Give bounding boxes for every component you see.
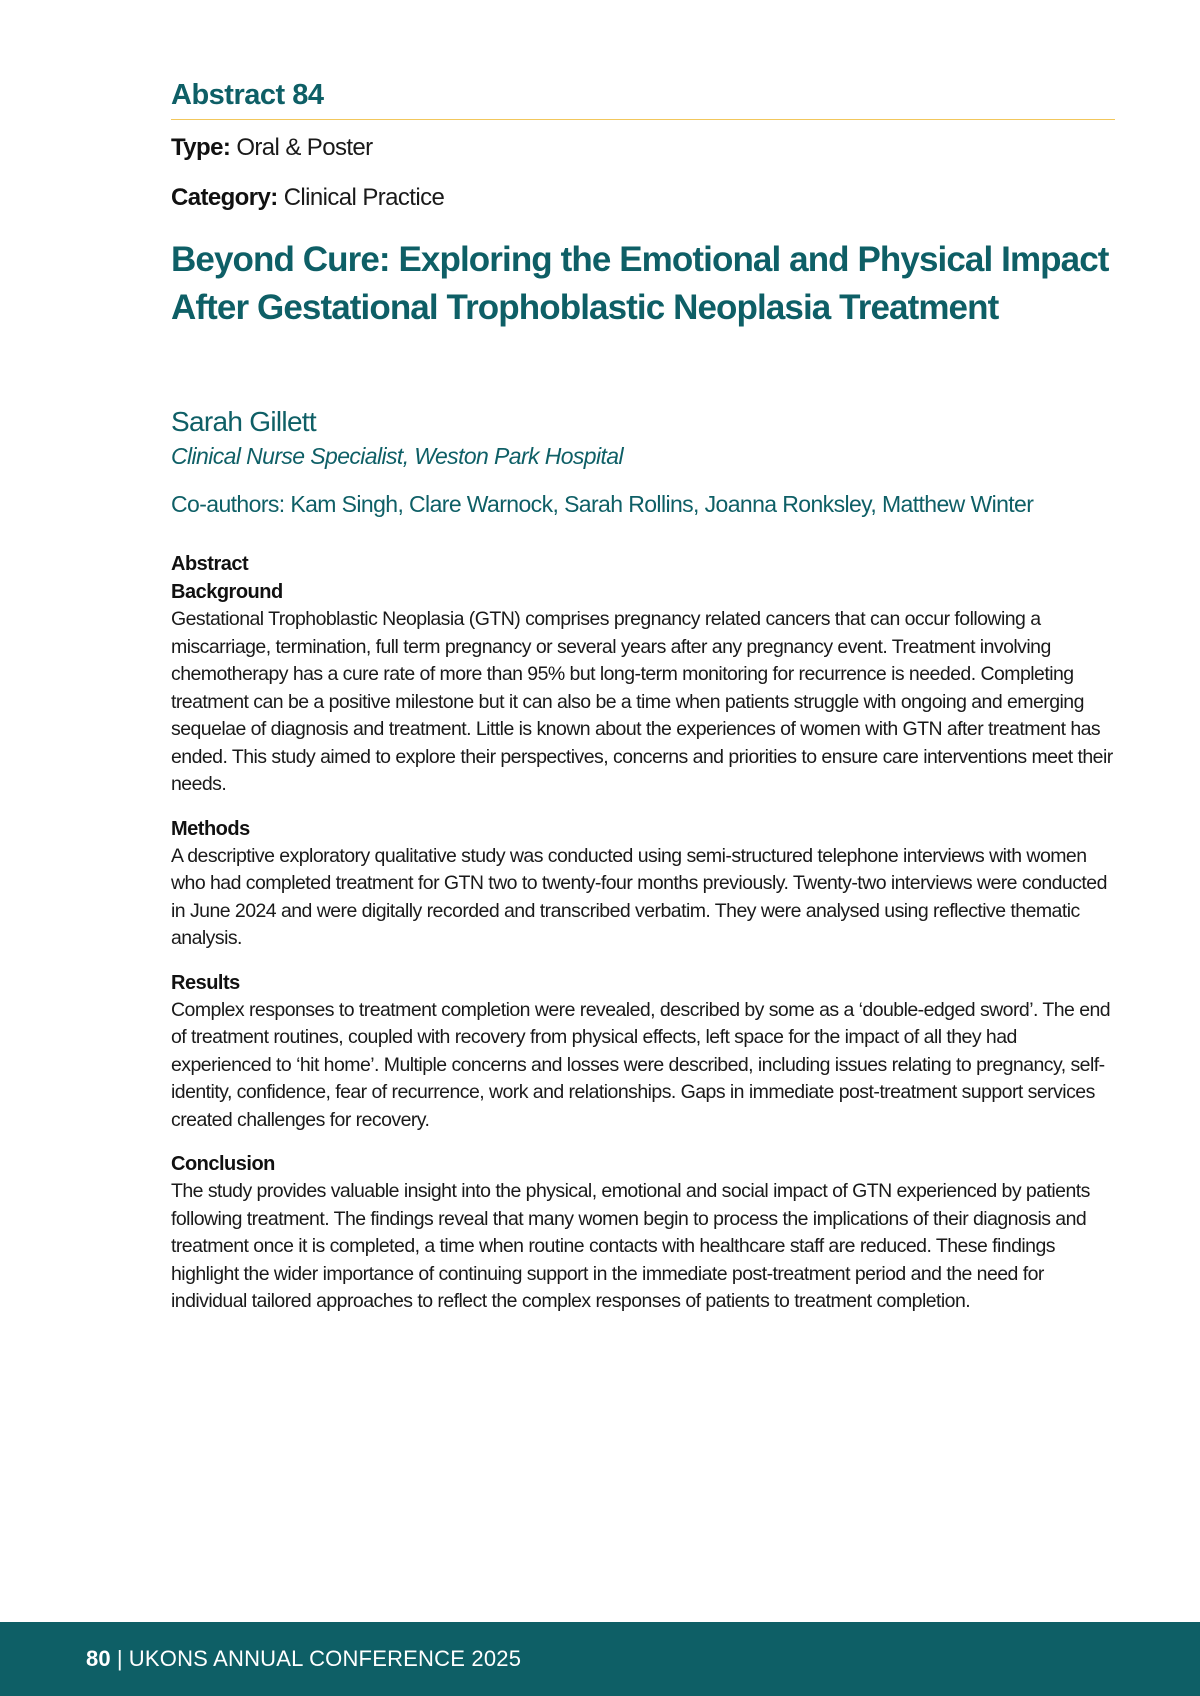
section-heading: Methods [171, 817, 250, 840]
section-results [171, 969, 1115, 1135]
type-value: Oral & Poster [236, 133, 373, 161]
category-label: Category: [171, 183, 278, 211]
abstract-title: Beyond Cure: Exploring the Emotional and Physical Impact After Gestational Trophoblastic Neoplasia Treatment [171, 240, 1109, 328]
meta-category [171, 184, 1115, 213]
publication-name: UKONS ANNUAL CONFERENCE 2025 [128, 1646, 522, 1671]
category-value: Clinical Practice [283, 183, 445, 211]
coauthors: Co-authors: Kam Singh, Clare Warnock, Sarah Rollins, Joanna Ronksley, Matthew Winter [171, 490, 1034, 517]
section-heading: Background [171, 581, 283, 604]
section-heading: Conclusion [171, 1153, 275, 1176]
author-name: Sarah Gillett [171, 406, 316, 438]
abstract-heading: Abstract [171, 553, 249, 576]
section-background [171, 578, 1115, 799]
footer-text [86, 1622, 521, 1696]
section-conclusion [171, 1150, 1115, 1316]
section-methods [171, 815, 1115, 953]
type-label: Type: [171, 133, 231, 161]
section-heading: Results [171, 971, 240, 994]
page-number: 80 [86, 1646, 111, 1671]
section-body: Gestational Trophoblastic Neoplasia (GTN) comprises pregnancy related cancers that can occur following a miscarriage, termination, full term pregnancy or several years after any pregnancy event. Treatment involving chemotherapy has a cure rate of more than 95% but long-term monitoring for recurrence is needed. Completing treatment can be a positive milestone but it can also be a time when patients struggle with ongoing and emerging sequelae of diagnosis and treatment. Little is known about the experiences of women with GTN after treatment has ended. This study aimed to explore their perspectives, concerns and priorities to ensure care interventions meet their needs. [171, 608, 1113, 796]
section-body: The study provides valuable insight into the physical, emotional and social impact of GTN experienced by patients following treatment. The findings reveal that many women begin to process the implications of their diagnosis and treatment once it is completed, a time when routine contacts with healthcare staff are reduced. These findings highlight the wider importance of continuing support in the immediate post-treatment period and the need for individual tailored approaches to reflect the complex responses of patients to treatment completion. [171, 1180, 1090, 1313]
author-role: Clinical Nurse Specialist, Weston Park Hospital [171, 442, 624, 469]
meta-type [171, 134, 1115, 163]
section-body: A descriptive exploratory qualitative study was conducted using semi-structured telephone interviews with women who had completed treatment for GTN two to twenty-four months previously. Twenty-two interviews were conducted in June 2024 and were digitally recorded and transcribed verbatim. They were analysed using reflective thematic analysis. [171, 844, 1107, 950]
section-body: Complex responses to treatment completion were revealed, described by some as a ‘double-edged sword’. The end of treatment routines, coupled with recovery from physical effects, left space for the impact of all they had experienced to ‘hit home’. Multiple concerns and losses were described, including issues relating to pregnancy, self-identity, confidence, fear of recurrence, work and relationships. Gaps in immediate post-treatment support services created challenges for recovery. [171, 998, 1111, 1131]
abstract-number: Abstract 84 [171, 78, 1115, 120]
abstract-page [171, 78, 1115, 1316]
footer-separator: | [116, 1646, 123, 1671]
footer-bar [0, 1622, 1200, 1696]
